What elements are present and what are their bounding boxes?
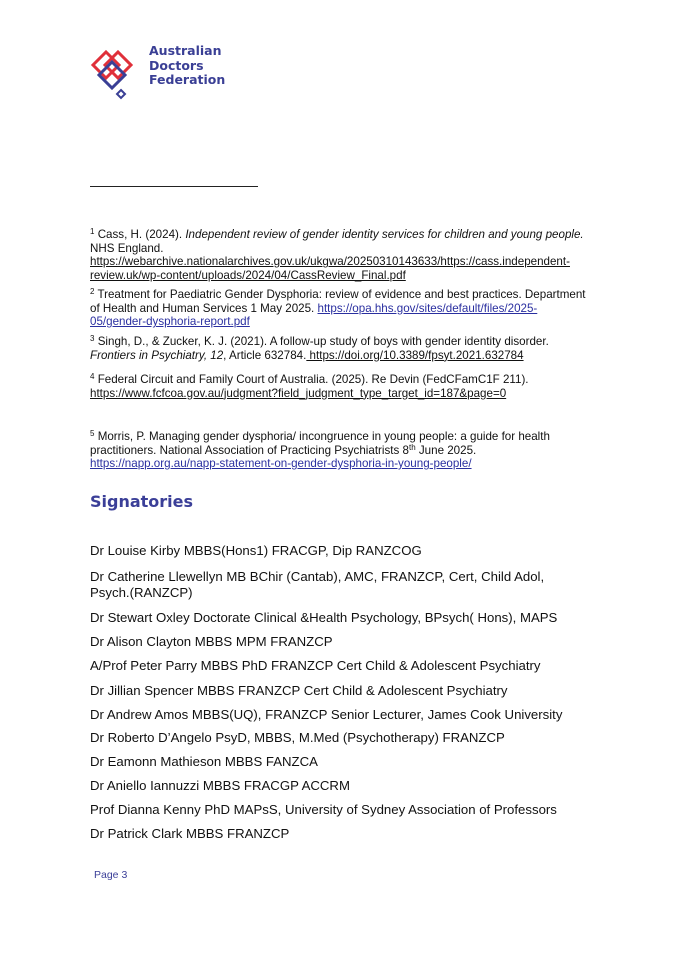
signatory: Dr Andrew Amos MBBS(UQ), FRANZCP Senior Lecturer, James Cook University [90,707,563,722]
logo-line: Federation [149,72,226,87]
footnote-title: Independent review of gender identity services for children and young people. [185,228,584,241]
footnote-3 [90,335,600,362]
footnote-number: 1 [90,227,95,236]
signatories-heading: Signatories [90,492,194,511]
footnote-link[interactable]: https://opa.hhs.gov/sites/default/files/2025- [317,301,538,315]
footnote-text: Morris, P. Managing gender dysphoria/ incongruence in young people: a guide for health [97,430,550,443]
footnote-link[interactable]: review.uk/wp-content/uploads/2024/04/CassReview_Final.pdf [90,268,406,282]
footnote-number: 5 [90,429,95,438]
footnote-separator [90,186,258,187]
footnote-text: NHS England. [90,241,164,255]
signatory: Dr Patrick Clark MBBS FRANZCP [90,826,290,841]
footnote-text: of Health and Human Services 1 May 2025. [90,301,318,315]
footnote-link[interactable]: https://www.fcfcoa.gov.au/judgment?field_judgment_type_target_id=187&page=0 [90,386,507,400]
logo-mark-icon [90,44,146,100]
footnote-text: , Article 632784. [223,348,307,362]
signatory: Dr Louise Kirby MBBS(Hons1) FRACGP, Dip RANZCOG [90,543,422,558]
footnote-link[interactable]: https://webarchive.nationalarchives.gov.uk/ukgwa/20250310143633/https://cass.independent- [90,255,570,269]
footnote-text: Cass, H. (2024). [97,228,186,241]
signatory: Dr Eamonn Mathieson MBBS FANZCA [90,754,318,769]
footnote-text: Federal Circuit and Family Court of Australia. (2025). Re Devin (FedCFamC1F 211). [97,373,529,386]
footnote-number: 4 [90,372,95,381]
footnote-5 [90,430,600,471]
signatory: Dr Alison Clayton MBBS MPM FRANZCP [90,634,333,649]
footnote-text: June 2025. [415,443,477,457]
logo-line: Australian [149,43,222,58]
signatory: Dr Stewart Oxley Doctorate Clinical &Health Psychology, BPsych( Hons), MAPS [90,610,558,625]
signatory: Dr Catherine Llewellyn MB BChir (Cantab), AMC, FRANZCP, Cert, Child Adol, Psych.(RANZCP) [90,569,545,600]
footnote-number: 2 [90,287,95,296]
footnote-4 [90,373,600,400]
signatory: Dr Aniello Iannuzzi MBBS FRACGP ACCRM [90,778,350,793]
footnote-link[interactable]: 05/gender-dysphoria-report.pdf [90,315,250,329]
signatory: Dr Roberto D’Angelo PsyD, MBBS, M.Med (Psychotherapy) FRANZCP [90,730,505,745]
footnote-link[interactable]: https://napp.org.au/napp-statement-on-gender-dysphoria-in-young-people/ [90,457,472,471]
page-number: Page 3 [94,869,128,881]
logo-line: Doctors [149,57,204,73]
logo-wordmark [149,44,225,88]
footnote-1 [90,228,600,282]
footnote-text: practitioners. National Association of Practicing Psychiatrists 8 [90,443,409,457]
signatory: A/Prof Peter Parry MBBS PhD FRANZCP Cert Child & Adolescent Psychiatry [90,658,541,673]
footnote-journal: Frontiers in Psychiatry, 12 [90,348,224,362]
footnote-ordinal: th [408,442,416,452]
footnote-text: Singh, D., & Zucker, K. J. (2021). A follow-up study of boys with gender identity disorder. [97,335,549,348]
signatory: Prof Dianna Kenny PhD MAPsS, University of Sydney Association of Professors [90,802,557,817]
footnote-link[interactable]: https://doi.org/10.3389/fpsyt.2021.632784 [306,348,524,362]
footnote-text: Treatment for Paediatric Gender Dysphoria: review of evidence and best practices. Department [97,288,586,301]
footnote-number: 3 [90,334,95,343]
footnote-2 [90,288,600,329]
organization-logo [90,44,230,104]
signatory: Dr Jillian Spencer MBBS FRANZCP Cert Child & Adolescent Psychiatry [90,683,508,698]
